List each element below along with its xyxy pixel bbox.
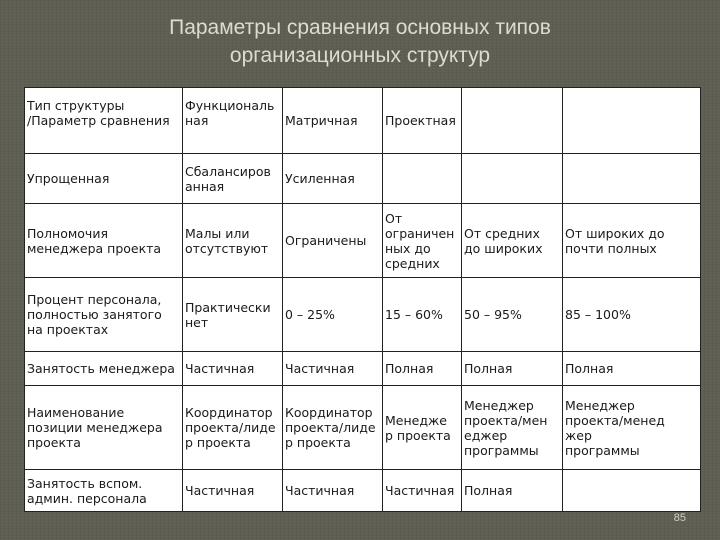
comparison-table-container <box>24 87 700 511</box>
table-cell: Координатор проекта/лиде р проекта <box>183 386 283 470</box>
table-cell <box>563 88 701 154</box>
table-cell: От ограничен ных до средних <box>383 204 462 278</box>
table-cell: От средних до широких <box>462 204 563 278</box>
table-cell: Процент персонала, полностью занятого на проектах <box>25 278 183 352</box>
slide-title-line-2: организационных структур <box>229 44 491 67</box>
table-cell: Практически нет <box>183 278 283 352</box>
table-cell: Ограничены <box>283 204 383 278</box>
table-cell: От широких до почти полных <box>563 204 701 278</box>
table-cell: Частичная <box>183 352 283 386</box>
table-cell: Менеджер проекта/менед жер программы <box>563 386 701 470</box>
comparison-table <box>24 87 701 512</box>
table-cell: Функциональ ная <box>183 88 283 154</box>
table-cell: Проектная <box>383 88 462 154</box>
table-cell <box>563 470 701 512</box>
table-cell: Занятость менеджера <box>25 352 183 386</box>
table-row <box>25 88 701 154</box>
table-cell <box>383 154 462 204</box>
table-cell: 50 – 95% <box>462 278 563 352</box>
table-cell: Координатор проекта/лиде р проекта <box>283 386 383 470</box>
table-cell: Частичная <box>283 352 383 386</box>
table-cell: Усиленная <box>283 154 383 204</box>
table-cell: Частичная <box>183 470 283 512</box>
table-cell: 85 – 100% <box>563 278 701 352</box>
slide-number: 85 <box>673 512 686 524</box>
table-cell: Полномочия менеджера проекта <box>25 204 183 278</box>
slide-title-line-1: Параметры сравнения основных типов <box>169 16 551 39</box>
table-cell: Упрощенная <box>25 154 183 204</box>
table-cell: Менеджер проекта/мен еджер программы <box>462 386 563 470</box>
table-cell: Полная <box>563 352 701 386</box>
table-cell: Полная <box>462 352 563 386</box>
table-row <box>25 278 701 352</box>
table-cell <box>462 88 563 154</box>
table-row <box>25 154 701 204</box>
table-cell <box>563 154 701 204</box>
table-cell: Сбалансиров анная <box>183 154 283 204</box>
table-cell: Занятость вспом. админ. персонала <box>25 470 183 512</box>
table-row <box>25 204 701 278</box>
table-cell <box>462 154 563 204</box>
table-row <box>25 352 701 386</box>
table-cell: 15 – 60% <box>383 278 462 352</box>
table-cell: Наименование позиции менеджера проекта <box>25 386 183 470</box>
table-cell: Частичная <box>383 470 462 512</box>
table-cell: Менедже р проекта <box>383 386 462 470</box>
slide-title <box>0 14 720 70</box>
table-cell: Тип структуры /Параметр сравнения <box>25 88 183 154</box>
table-cell: Матричная <box>283 88 383 154</box>
table-cell: Частичная <box>283 470 383 512</box>
table-row <box>25 386 701 470</box>
table-cell: Полная <box>462 470 563 512</box>
table-cell: Малы или отсутствуют <box>183 204 283 278</box>
table-cell: Полная <box>383 352 462 386</box>
table-row <box>25 470 701 512</box>
table-cell: 0 – 25% <box>283 278 383 352</box>
